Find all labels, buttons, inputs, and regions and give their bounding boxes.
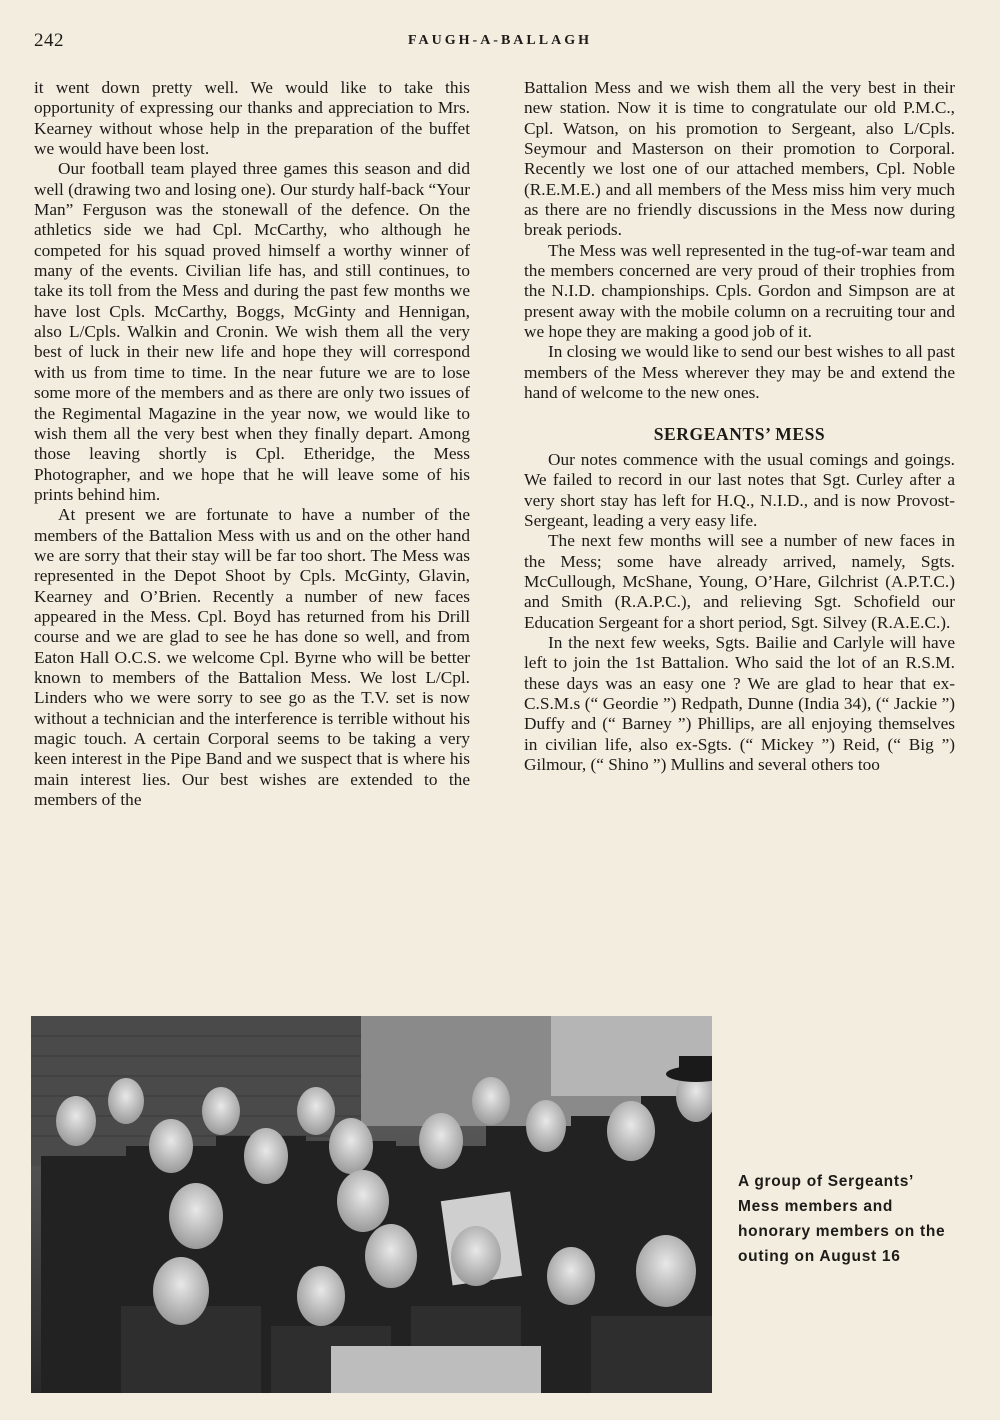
section-heading: SERGEANTS’ MESS (653, 423, 826, 444)
photo-caption: A group of Sergeants’ Mess members and honorary members on the outing on August 16 (738, 1173, 946, 1265)
paragraph: In closing we would like to send our best wishes to all past members of the Mess wherever they may be and extend the hand of welcome to the new ones. (524, 342, 956, 403)
paragraph: Our football team played three games this season and did well (drawing two and losing one). Our sturdy half-back “Your Man” Ferguson was the stonewall of the defence. On the athletics side we had Cpl. McCarthy, who although he competed for his squad proved himself a worthy winner of many of the events. Civilian life has, and still continues, to take its toll from the Mess and during the past few months we have lost Cpls. McCarthy, Boggs, McGinty and Hennigan, also L/Cpls. Walkin and Cronin. We wish them all the very best of luck in their new life and hope they will correspond with us from time to time. In the near future we are to lose some more of the members and as there are only two issues of the Regimental Magazine in the year now, we would like to wish them all the very best when they finally depart. Among those leaving shortly is Cpl. Etheridge, the Mess Photographer, and we hope that he will leave some of his prints behind him. (34, 159, 470, 504)
paragraph: The Mess was well represented in the tug-of-war team and the members concerned are very proud of their trophies from the N.I.D. championships. Cpls. Gordon and Simpson are at present away with the mobile column on a recruiting tour and we hope they are making a good job of it. (524, 240, 955, 342)
running-head: FAUGH-A-BALLAGH (408, 33, 592, 48)
page-number: 242 (34, 30, 64, 51)
paragraph: Battalion Mess and we wish them all the very best in their new station. Now it is time to congratulate our old P.M.C., Cpl. Watson, on his promotion to Sergeant, also L/Cpls. Seymour and Masterson on their promotion to Corporal. Recently we lost one of our attached members, Cpl. Noble (R.E.M.E.) and all members of the Mess miss him very much as there are no friendly discussions in the Mess now during break periods. (524, 78, 955, 240)
paragraph: it went down pretty well. We would like to take this opportunity of expressing our thanks and appreciation to Mrs. Kearney without whose help in the preparation of the buffet we would have been lost. (34, 78, 470, 159)
paragraph: Our notes commence with the usual comings and goings. We failed to record in our last notes that Sgt. Curley after a very short stay has left for H.Q., N.I.D., and is now Provost-Sergeant, leading a very easy life. (524, 449, 955, 530)
right-column (524, 78, 955, 775)
page-header (34, 30, 966, 54)
paragraph: The next few months will see a number of new faces in the Mess; some have already arrived, namely, Sgts. McCullough, McShane, Young, O’Hare, Gilchrist (A.P.T.C.) and Smith (R.A.P.C.), and relieving Sgt. Schofield our Education Sergeant for a short period, Sgt. Silvey (R.A.E.C.). (524, 531, 955, 632)
group-photo-image (31, 1016, 712, 1393)
group-photo (31, 1016, 712, 1393)
paragraph: At present we are fortunate to have a number of the members of the Battalion Mess with us and on the other hand we are sorry that their stay will be far too short. The Mess was represented in the Depot Shoot by Cpls. McGinty, Glavin, Kearney and O’Brien. Recently a number of new faces appeared in the Mess. Cpl. Boyd has returned from his Drill course and we are glad to see he has done so well, and from Eaton Hall O.C.S. we welcome Cpl. Byrne who will be better known to members of the Battalion Mess. We lost L/Cpl. Linders who we were sorry to see go as the T.V. set is now without a technician and the interference is terrible without his magic touch. A certain Corporal seems to be taking a very keen interest in the Pipe Band and we suspect that is where his main interest lies. Our best wishes are extended to the members of the (34, 505, 470, 810)
left-column (34, 78, 470, 810)
paragraph: In the next few weeks, Sgts. Bailie and Carlyle will have left to join the 1st Battalion. Who said the lot of an R.S.M. these days was an easy one ? We are glad to hear that ex-C.S.M.s (“ Geordie ”) Redpath, Dunne (India 34), (“ Jackie ”) Duffy and (“ Barney ”) Phillips, are all enjoying themselves in civilian life, also ex-Sgts. (“ Mickey ”) Reid, (“ Big ”) Gilmour, (“ Shino ”) Mullins and several others too (524, 632, 955, 774)
